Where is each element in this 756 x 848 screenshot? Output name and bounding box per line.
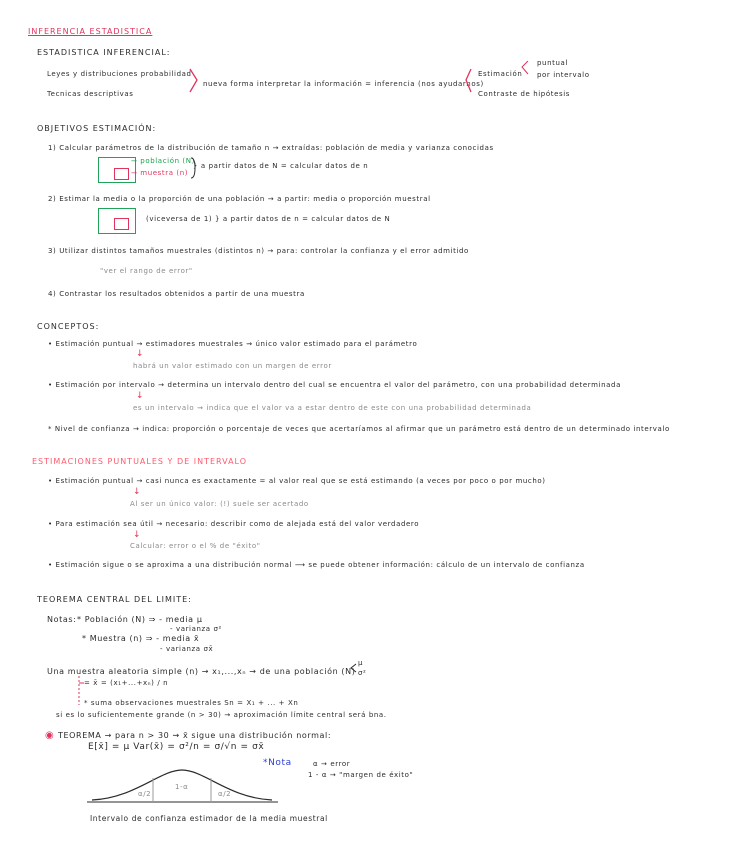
down-arrow-icon: ↓ <box>136 349 145 359</box>
down-arrow-icon: ↓ <box>133 530 142 540</box>
sigma-label: σ² <box>358 669 367 677</box>
sample-label: → muestra (n) <box>131 169 189 177</box>
concept-1-sub: habrá un valor estimado con un margen de error <box>133 362 332 370</box>
objective-2: 2) Estimar la media o la proporción de una población → a partir: media o proporción muestral <box>48 195 431 203</box>
note-poblacion-var: - varianza σ² <box>170 625 222 633</box>
concept-1: • Estimación puntual → estimadores muestrales ⇝ único valor estimado para el parámetro <box>48 340 418 348</box>
estimation-1-sub: Al ser un único valor: (!) suele ser acertado <box>130 500 309 508</box>
page-title: INFERENCIA ESTADISTICA <box>28 27 153 36</box>
curve-right-label: α/2 <box>218 790 232 798</box>
concept-3: * Nivel de confianza → indica: proporción o porcentaje de veces que acertaríamos al afirmar que un parámetro está dentro de un determinado intervalo <box>48 425 670 433</box>
note-muestra: * Muestra (n) ⇒ - media x̄ <box>82 634 200 643</box>
nota-2: 1 - α → "margen de éxito" <box>308 771 414 779</box>
sum-note: * suma observaciones muestrales Sn = X₁ + ... + Xn <box>84 699 299 707</box>
estimation-2: • Para estimación sea útil → necesario: describir como de alejada está del valor verdadero <box>48 520 420 528</box>
right-item-2: Contraste de hipótesis <box>478 90 571 98</box>
section-heading-tcl: TEOREMA CENTRAL DEL LIMITE: <box>37 595 192 604</box>
down-arrow-icon: ↓ <box>136 391 145 401</box>
section-heading-inferencial: ESTADISTICA INFERENCIAL: <box>37 48 171 57</box>
curve-left-label: α/2 <box>138 790 152 798</box>
objective-1-right: } a partir datos de N = calcular datos de n <box>193 162 369 170</box>
estimation-3: • Estimación sigue o se aproxima a una distribución normal ⟶ se puede obtener información: cálculo de un intervalo de confianza <box>48 561 585 569</box>
right-item-1a: puntual <box>537 59 568 67</box>
circled-bullet-icon: ◉ <box>45 730 55 741</box>
curve-caption: Intervalo de confianza estimador de la media muestral <box>90 814 328 823</box>
theorem-line: TEOREMA → para n > 30 ⇝ x̄ sigue una distribución normal: <box>58 731 332 740</box>
large-sample-note: si es lo suficientemente grande (n > 30) → aproximación límite central será bna. <box>56 711 387 719</box>
right-item-1: Estimación <box>478 70 523 78</box>
section-heading-estimaciones: ESTIMACIONES PUNTUALES Y DE INTERVALO <box>32 457 248 466</box>
left-item-2: Tecnicas descriptivas <box>47 90 134 98</box>
curve-mid-label: 1-α <box>175 783 189 791</box>
population-label: → población (N) <box>131 157 195 165</box>
concept-2: • Estimación por intervalo → determina un intervalo dentro del cual se encuentra el valor del parámetro, con una probabilidad determinada <box>48 381 621 389</box>
notas-label: Notas: <box>47 615 77 624</box>
objective-1: 1) Calcular parámetros de la distribución de tamaño n → extraídas: población de media y varianza conocidas <box>48 144 494 152</box>
objective-2-right: (viceversa de 1) } a partir datos de n = calcular datos de N <box>146 215 391 223</box>
objective-3-note: "ver el rango de error" <box>100 267 193 275</box>
nota-1: α → error <box>313 760 351 768</box>
down-arrow-icon: ↓ <box>133 487 142 497</box>
note-muestra-var: - varianza σx̄ <box>160 645 214 653</box>
objective-3: 3) Utilizar distintos tamaños muestrales (distintos n) → para: controlar la confianza y el error admitido <box>48 247 469 255</box>
section-heading-objetivos: OBJETIVOS ESTIMACIÓN: <box>37 124 157 133</box>
theorem-eq: E[x̄] = μ Var(x̄) = σ²/n = σ/√n = σx̄ <box>88 742 265 752</box>
right-item-1b: por intervalo <box>537 71 590 79</box>
section-heading-conceptos: CONCEPTOS: <box>37 322 100 331</box>
estimation-1: • Estimación puntual → casi nunca es exactamente = al valor real que se está estimando (a veces por poco o por mucho) <box>48 477 546 485</box>
mean-formula: = x̄ = (x₁+...+xₙ) / n <box>84 679 169 687</box>
note-poblacion: * Población (N) ⇒ - media μ <box>77 615 203 624</box>
objective-4: 4) Contrastar los resultados obtenidos a partir de una muestra <box>48 290 305 298</box>
concept-2-sub: es un intervalo ⇝ indica que el valor va a estar dentro de este con una probabilidad determinada <box>133 404 532 412</box>
sample-line: Una muestra aleatoria simple (n) → x₁,...,xₙ → de una población (N) <box>47 667 356 676</box>
nota-label: *Nota <box>263 758 292 768</box>
estimation-2-sub: Calcular: error o el % de "éxito" <box>130 542 261 550</box>
mu-label: μ <box>358 659 364 667</box>
left-item-1: Leyes y distribuciones probabilidad <box>47 70 192 78</box>
mid-text: nueva forma interpretar la información = inferencia (nos ayudarnos) <box>203 80 484 88</box>
